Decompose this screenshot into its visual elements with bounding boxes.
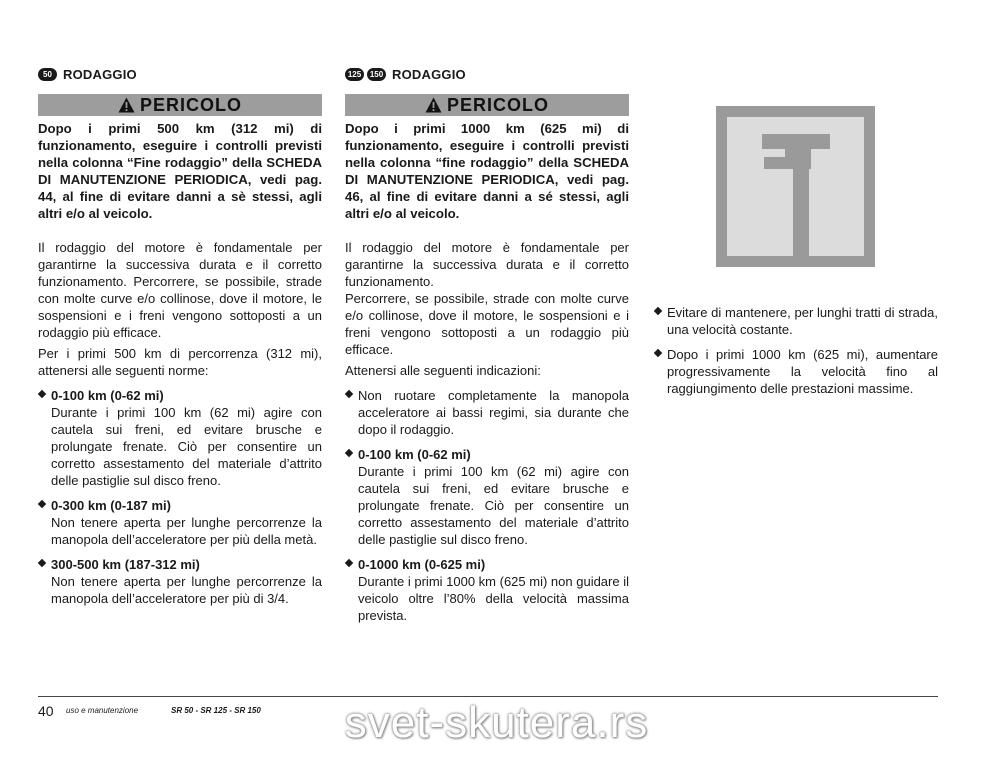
list-item [654,304,938,338]
section-heading [345,64,629,84]
item-heading: 0-100 km (0-62 mi) [51,388,164,403]
bullet-list [345,387,629,624]
list-item [345,387,629,438]
item-body: Durante i primi 100 km (62 mi) agire con cautela sui freni, ed evitare brusche e prolungate frenate. Ciò per consentire un corretto assestamento del materiale d’attrito delle pastiglie sul disco freno. [358,464,629,547]
section-title: RODAGGIO [63,66,137,82]
diamond-bullet-icon [38,559,46,567]
model-badge-125: 125 [345,68,364,81]
bullet-list [38,387,322,607]
middle-column [345,64,629,632]
item-body: Durante i primi 100 km (62 mi) agire con cautela sui freni, ed evitare brusche e prolungate frenate. Ciò per consentire un corretto assestamento del materiale d’attrito delle pastiglie sul disco freno. [51,405,322,488]
warning-text: Dopo i primi 1000 km (625 mi) di funzionamento, eseguire i controlli previsti nella colonna “fine rodaggio” della SCHEDA DI MANUTENZIONE PERIODICA, vedi pag. 46, al fine di evitare danni a sé stessi, agli altri e/o al veicolo. [345,121,629,221]
list-item [38,497,322,548]
right-column [654,296,938,405]
list-item [38,556,322,607]
diamond-bullet-icon [345,559,353,567]
diamond-bullet-icon [654,349,662,357]
danger-title: PERICOLO [446,94,549,115]
diamond-bullet-icon [345,390,353,398]
model-badge-50: 50 [38,68,57,81]
left-column [38,64,322,615]
danger-title: PERICOLO [139,94,242,115]
list-item [345,556,629,624]
page-number: 40 [38,703,54,719]
wrench-icon-panel [727,117,864,256]
footer-label: uso e manutenzione [66,706,139,715]
paragraph: Il rodaggio del motore è fondamentale per garantirne la successiva durata e il corretto funzionamento. [345,240,629,289]
list-item [38,387,322,489]
item-body: Non ruotare completamente la manopola acceleratore ai bassi regimi, sia durante che dopo il rodaggio. [358,388,629,437]
warning-text: Dopo i primi 500 km (312 mi) di funzionamento, eseguire i controlli previsti nella colonna “Fine rodaggio” della SCHEDA DI MANUTENZIONE PERIODICA, vedi pag. 44, al fine di evitare danni a sè stessi, agli altri e/o al veicolo. [38,121,322,221]
model-badge-150: 150 [367,68,386,81]
diamond-bullet-icon [654,307,662,315]
diamond-bullet-icon [345,449,353,457]
item-body: Dopo i primi 1000 km (625 mi), aumentare progressivamente la velocità fino al raggiungimento delle prestazioni massime. [667,347,938,396]
diamond-bullet-icon [38,390,46,398]
item-body: Evitare di mantenere, per lunghi tratti di strada, una velocità costante. [667,305,938,337]
item-body: Non tenere aperta per lunghe percorrenze la manopola dell’acceleratore per più di 3/4. [51,574,322,606]
diamond-bullet-icon [38,500,46,508]
list-item [345,446,629,548]
bullet-list [654,304,938,397]
section-heading [38,64,322,84]
footer-models: SR 50 - SR 125 - SR 150 [171,706,261,715]
warning-triangle-icon [118,97,135,113]
item-body: Non tenere aperta per lunghe percorrenze la manopola dell’acceleratore per più della metà. [51,515,322,547]
danger-banner [345,94,629,116]
paragraph: Percorrere, se possibile, strade con molte curve e/o collinose, dove il motore, le sospensioni e i freni vengono sottoposti a un rodaggio più efficace. [345,291,629,357]
danger-banner [38,94,322,116]
item-heading: 0-100 km (0-62 mi) [358,447,471,462]
section-title: RODAGGIO [392,66,466,82]
wrench-icon [727,117,864,256]
paragraph: Il rodaggio del motore è fondamentale per garantirne la successiva durata e il corretto funzionamento. Percorrere, se possibile, strade con molte curve e/o collinose, dove il motore, le sospensioni e i freni vengono sottoposti a un rodaggio più efficace. [38,240,322,340]
list-item [654,346,938,397]
item-heading: 0-300 km (0-187 mi) [51,498,171,513]
footer-divider [38,696,938,697]
item-body: Durante i primi 1000 km (625 mi) non guidare il veicolo oltre l’80% della velocità massima prevista. [358,574,629,623]
wrench-icon [716,106,875,267]
warning-triangle-icon [425,97,442,113]
paragraph: Attenersi alle seguenti indicazioni: [345,363,541,378]
paragraph: Per i primi 500 km di percorrenza (312 mi), attenersi alle seguenti norme: [38,346,322,378]
watermark: svet-skutera.rs [344,698,649,747]
item-heading: 300-500 km (187-312 mi) [51,557,200,572]
item-heading: 0-1000 km (0-625 mi) [358,557,486,572]
